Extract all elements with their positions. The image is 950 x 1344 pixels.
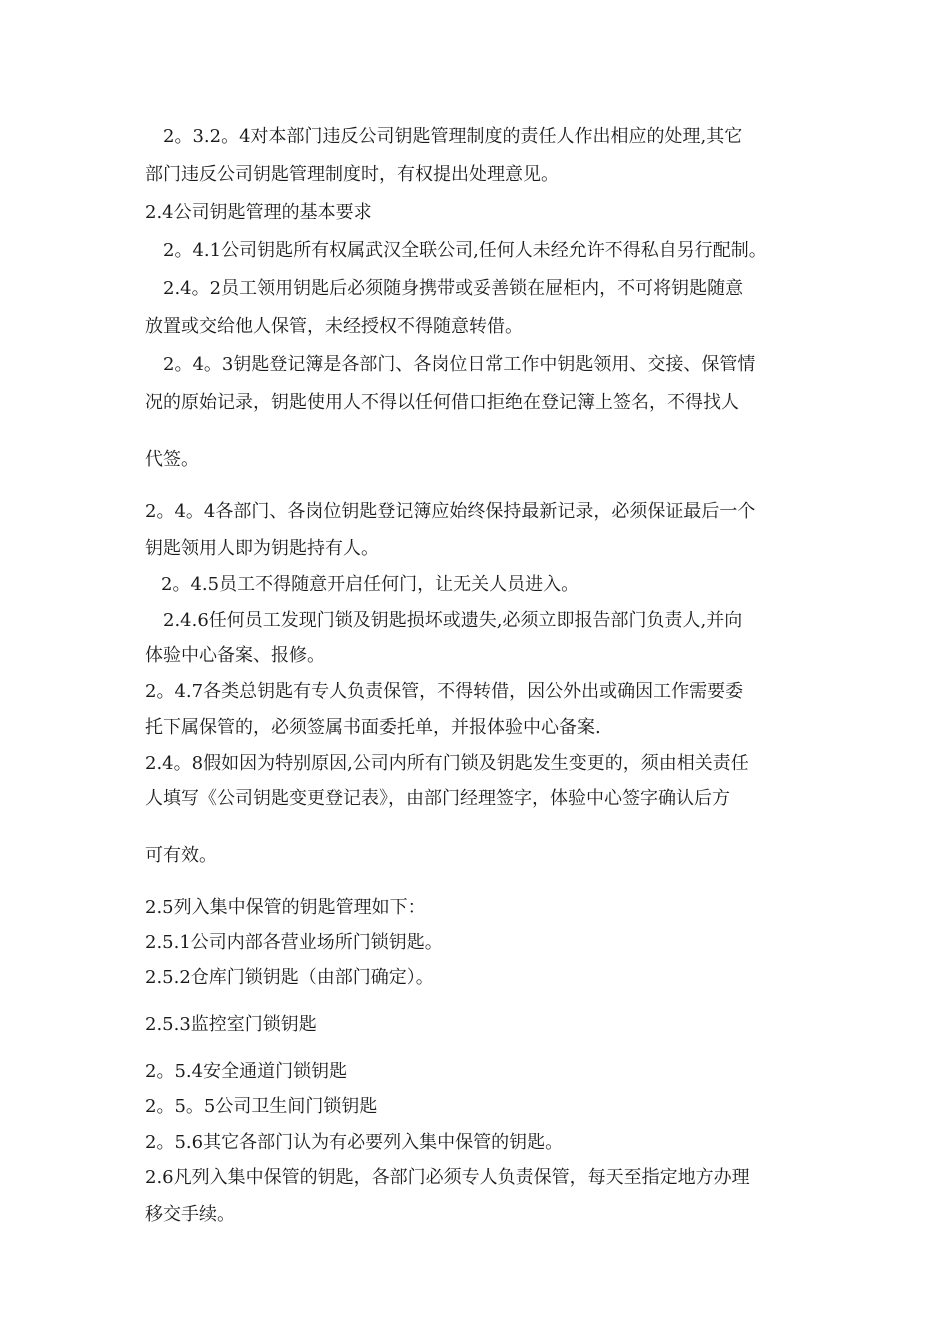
- section-heading: 2.6凡列入集中保管的钥匙，各部门必须专人负责保管，每天至指定地方办理: [145, 1167, 750, 1188]
- text-line: 2。4。4各部门、各岗位钥匙登记簿应始终保持最新记录，必须保证最后一个: [145, 501, 756, 522]
- text-line: 况的原始记录，钥匙使用人不得以任何借口拒绝在登记簿上签名，不得找人: [145, 392, 739, 413]
- list-item: 2.5.1公司内部各营业场所门锁钥匙。: [145, 932, 443, 953]
- text-line: 2。4.1公司钥匙所有权属武汉全联公司,任何人未经允许不得私自另行配制。: [163, 240, 767, 261]
- text-line: 体验中心备案、报修。: [145, 645, 325, 666]
- text-line: 托下属保管的，必须签属书面委托单，并报体验中心备案.: [145, 717, 601, 738]
- text-line: 放置或交给他人保管，未经授权不得随意转借。: [145, 316, 523, 337]
- text-line: 移交手续。: [145, 1204, 235, 1225]
- text-line: 2。4.5员工不得随意开启任何门，让无关人员进入。: [161, 574, 580, 595]
- text-line: 代签。: [145, 449, 199, 470]
- section-heading: 2.5列入集中保管的钥匙管理如下：: [145, 897, 426, 918]
- text-line: 2.4。8假如因为特别原因,公司内所有门锁及钥匙发生变更的，须由相关责任: [145, 753, 749, 774]
- text-line: 2.4.6任何员工发现门锁及钥匙损坏或遗失,必须立即报告部门负责人,并向: [163, 610, 743, 631]
- text-line: 2。4.7各类总钥匙有专人负责保管，不得转借，因公外出或确因工作需要委: [145, 681, 744, 702]
- list-item: 2.5.3监控室门锁钥匙: [145, 1014, 317, 1035]
- text-line: 2。3.2。4对本部门违反公司钥匙管理制度的责任人作出相应的处理,其它: [163, 126, 743, 147]
- section-heading: 2.4公司钥匙管理的基本要求: [145, 202, 372, 223]
- list-item: 2。5.4安全通道门锁钥匙: [145, 1061, 348, 1082]
- text-line: 钥匙领用人即为钥匙持有人。: [145, 538, 379, 559]
- text-line: 可有效。: [145, 845, 217, 866]
- list-item: 2。5。5公司卫生间门锁钥匙: [145, 1096, 378, 1117]
- text-line: 2。4。3钥匙登记簿是各部门、各岗位日常工作中钥匙领用、交接、保管情: [163, 354, 756, 375]
- text-line: 2.4。2员工领用钥匙后必须随身携带或妥善锁在屉柜内，不可将钥匙随意: [163, 278, 744, 299]
- text-line: 人填写《公司钥匙变更登记表》，由部门经理签字，体验中心签字确认后方: [145, 788, 730, 809]
- list-item: 2。5.6其它各部门认为有必要列入集中保管的钥匙。: [145, 1132, 564, 1153]
- list-item: 2.5.2仓库门锁钥匙（由部门确定）。: [145, 967, 434, 988]
- text-line: 部门违反公司钥匙管理制度时，有权提出处理意见。: [145, 164, 559, 185]
